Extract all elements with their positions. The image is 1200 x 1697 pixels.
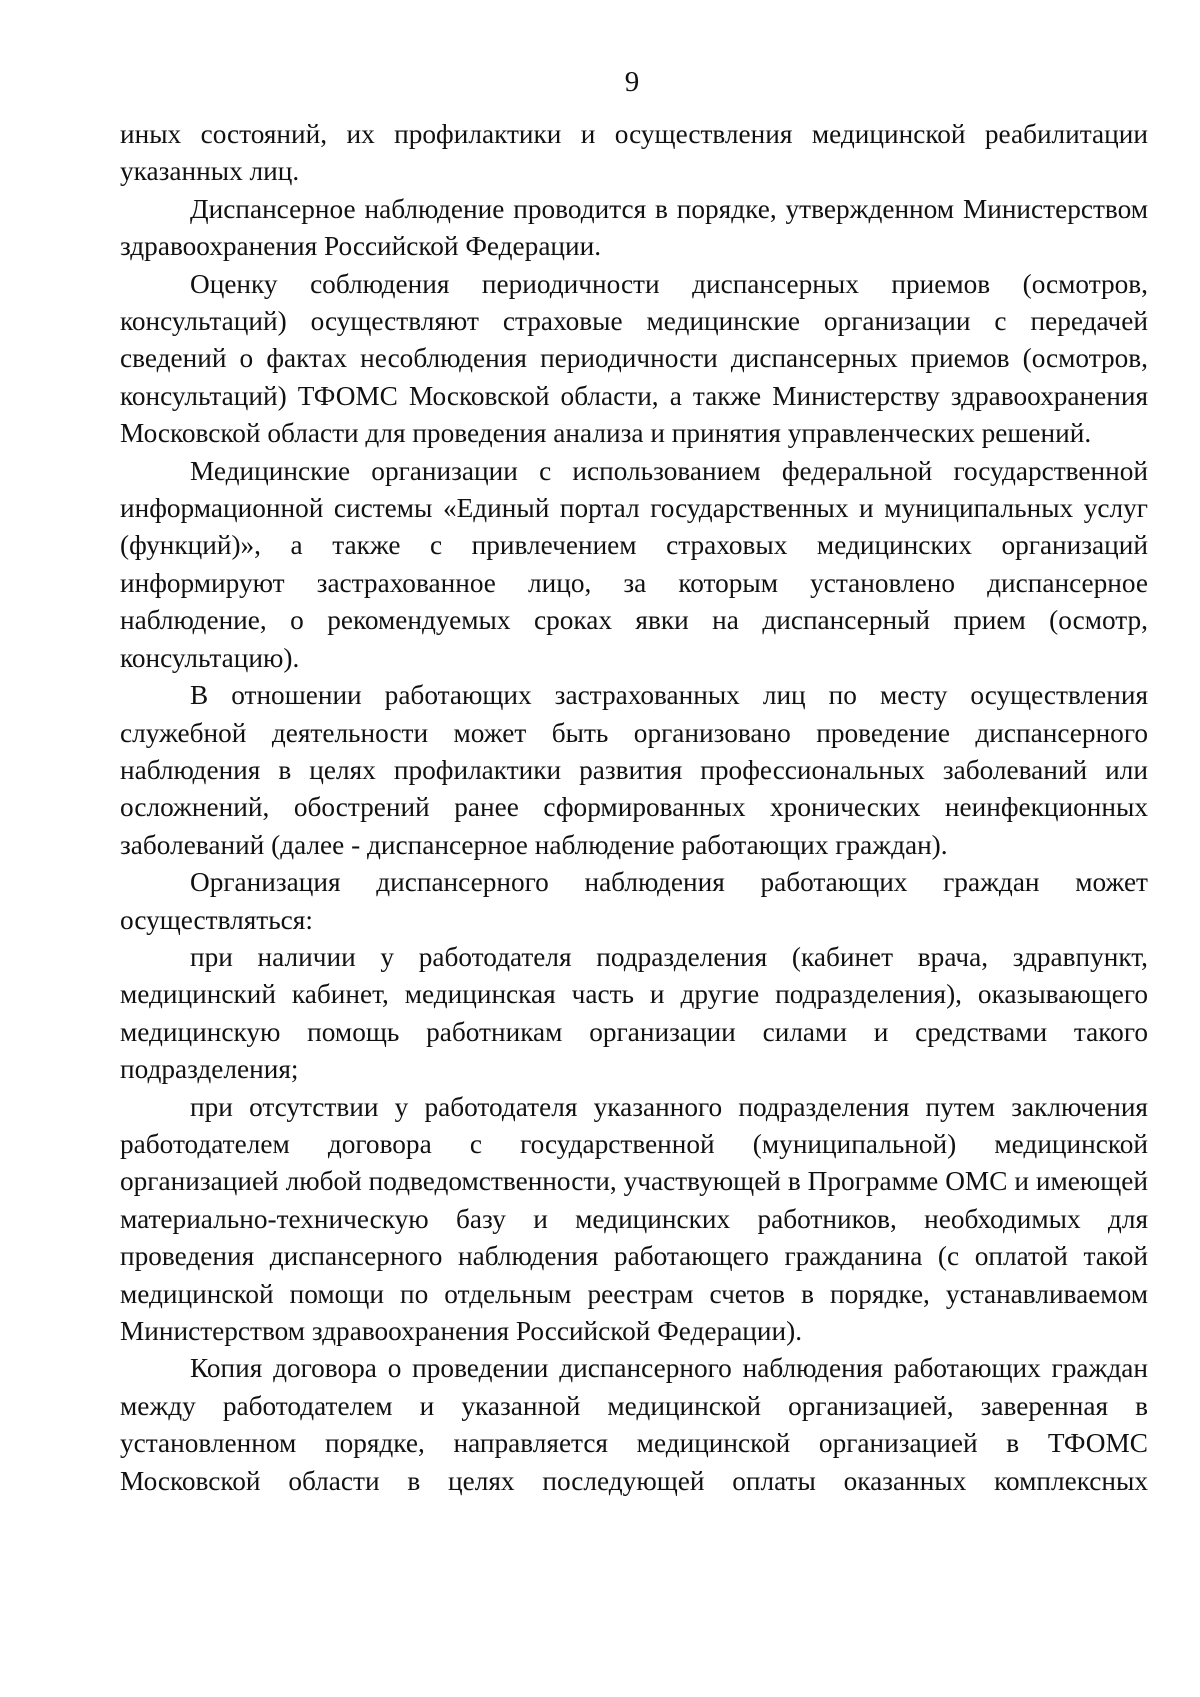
list-item-contract: при отсутствии у работодателя указанного подразделения путем заключения работодателем договора с государственной (муниципальной) медицинской организацией любой подведомственности, участвующей в Программе ОМС и имеющей материально-техническую базу и медицинских работников, необходимых для проведения диспансерного наблюдения работающего гражданина (с оплатой такой медицинской помощи по отдельным реестрам счетов в порядке, устанавливаемом Министерством здравоохранения Российской Федерации). xyxy=(120,1091,1148,1346)
document-body xyxy=(120,116,1148,1500)
page-number: 9 xyxy=(624,66,640,98)
paragraph-contract-copy: Копия договора о проведении диспансерного наблюдения работающих граждан между работодателем и указанной медицинской организацией, заверенная в установленном порядке, направляется медицинской организацией в ТФОМС Московской области в целях последующей оплаты оказанных комплексных xyxy=(120,1353,1148,1496)
paragraph-periodicity-assessment: Оценку соблюдения периодичности диспансерных приемов (осмотров, консультаций) осуществляют страховые медицинские организации с передачей сведений о фактах несоблюдения периодичности диспансерных приемов (осмотров, консультаций) ТФОМС Московской области, а также Министерству здравоохранения Московской области для проведения анализа и принятия управленческих решений. xyxy=(120,268,1148,449)
paragraph-continuation: иных состояний, их профилактики и осуществления медицинской реабилитации указанных лиц. xyxy=(120,119,1148,187)
paragraph-informing-insured: Медицинские организации с использованием федеральной государственной информационной системы «Единый портал государственных и муниципальных услуг (функций)», а также с привлечением страховых медицинских организаций информируют застрахованное лицо, за которым установлено диспансерное наблюдение, о рекомендуемых сроках явки на диспансерный прием (осмотр, консультацию). xyxy=(120,455,1148,673)
paragraph-organization-intro: Организация диспансерного наблюдения работающих граждан может осуществляться: xyxy=(120,867,1148,935)
list-item-own-unit: при наличии у работодателя подразделения (кабинет врача, здравпункт, медицинский кабинет, медицинская часть и другие подразделения), оказывающего медицинскую помощь работникам организации силами и средствами такого подразделения; xyxy=(120,941,1148,1085)
paragraph-working-insured: В отношении работающих застрахованных лиц по месту осуществления служебной деятельности может быть организовано проведение диспансерного наблюдения в целях профилактики развития профессиональных заболеваний или осложнений, обострений ранее сформированных хронических неинфекционных заболеваний (далее - диспансерное наблюдение работающих граждан). xyxy=(120,680,1148,860)
paragraph-dispensary-order: Диспансерное наблюдение проводится в порядке, утвержденном Министерством здравоохранения Российской Федерации. xyxy=(120,193,1148,262)
